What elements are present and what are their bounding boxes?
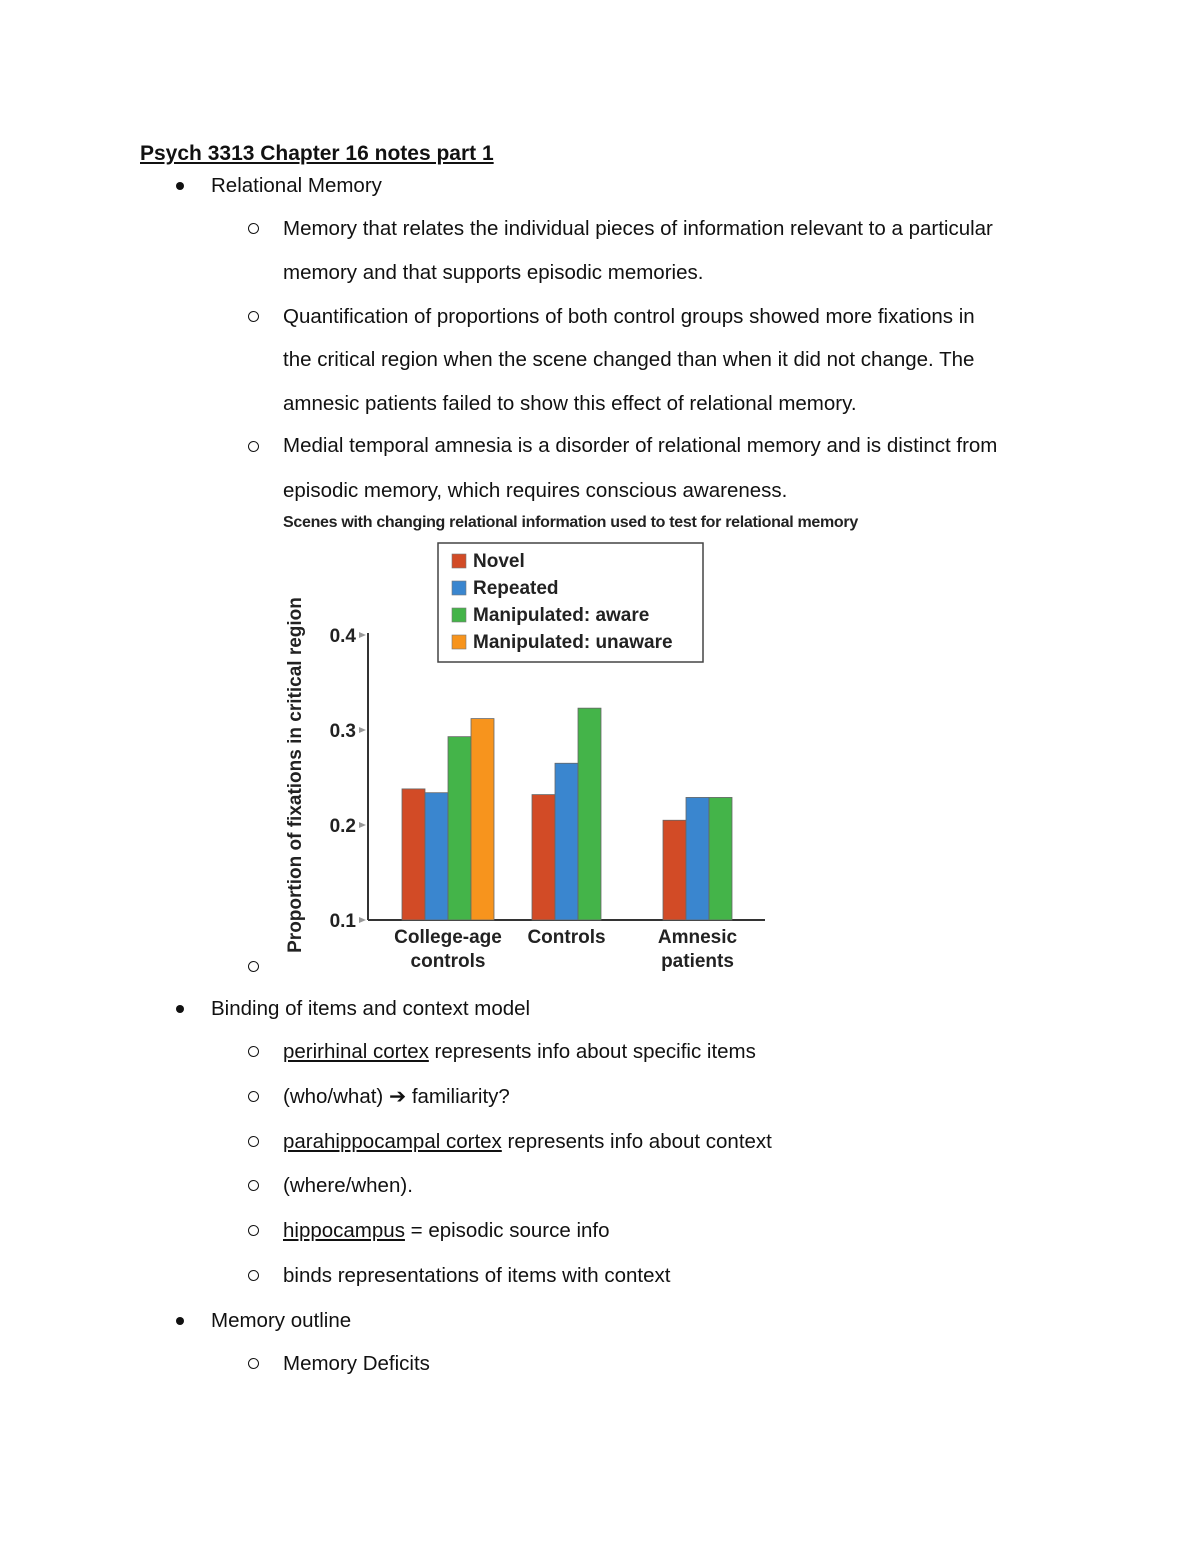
y-tick-mark bbox=[359, 917, 366, 923]
sub-bullet-icon bbox=[248, 1136, 259, 1147]
legend-label: Novel bbox=[473, 551, 525, 572]
bar-repeated bbox=[686, 797, 709, 920]
note-line: (who/what) ➔ familiarity? bbox=[283, 1085, 510, 1108]
note-text: represents info about context bbox=[501, 1130, 772, 1153]
y-tick-label: 0.1 bbox=[329, 911, 356, 932]
note-line bbox=[283, 1218, 610, 1244]
sub-bullet-icon bbox=[248, 1046, 259, 1057]
note-line: Quantification of proportions of both control groups showed more fixations in bbox=[283, 305, 975, 328]
y-tick-label: 0.2 bbox=[329, 816, 356, 837]
x-category-label: College-age bbox=[394, 927, 502, 948]
bar-novel bbox=[663, 820, 686, 920]
bar-manipulated-unaware bbox=[471, 719, 494, 920]
section-heading: Memory outline bbox=[211, 1309, 352, 1332]
y-tick-mark bbox=[359, 727, 366, 733]
note-line: Medial temporal amnesia is a disorder of relational memory and is distinct from bbox=[283, 434, 998, 457]
note-line: Memory that relates the individual pieces of information relevant to a particular bbox=[283, 217, 993, 240]
legend-label: Manipulated: unaware bbox=[473, 632, 673, 653]
y-tick-label: 0.4 bbox=[329, 626, 356, 647]
note-line: amnesic patients failed to show this effect of relational memory. bbox=[283, 392, 857, 415]
legend-swatch bbox=[452, 608, 466, 622]
bar-manipulated-aware bbox=[578, 708, 601, 920]
sub-bullet-icon bbox=[248, 1180, 259, 1191]
note-line: (where/when). bbox=[283, 1174, 413, 1197]
note-text: = episodic source info bbox=[404, 1219, 610, 1242]
bullet-icon bbox=[176, 1317, 184, 1325]
sub-bullet-icon bbox=[248, 441, 259, 452]
legend-label: Repeated bbox=[473, 578, 559, 599]
y-axis-label: Proportion of fixations in critical region bbox=[285, 597, 306, 953]
x-category-label: Amnesic bbox=[657, 927, 738, 948]
sub-bullet-icon bbox=[248, 223, 259, 234]
bar-manipulated-aware bbox=[709, 797, 732, 920]
key-term: perirhinal cortex bbox=[283, 1040, 429, 1063]
legend-label: Manipulated: aware bbox=[473, 605, 650, 626]
legend-swatch bbox=[452, 554, 466, 568]
sub-bullet-icon bbox=[248, 311, 259, 322]
note-line bbox=[283, 1129, 772, 1155]
note-line: the critical region when the scene changed than when it did not change. The bbox=[283, 348, 975, 371]
x-category-label: patients bbox=[661, 951, 734, 972]
note-line: memory and that supports episodic memories. bbox=[283, 261, 704, 284]
sub-bullet-icon bbox=[248, 1358, 259, 1369]
bar-chart bbox=[270, 535, 790, 980]
y-tick-mark bbox=[359, 822, 366, 828]
bullet-icon bbox=[176, 1005, 184, 1013]
bar-repeated bbox=[555, 763, 578, 920]
note-line bbox=[283, 1039, 756, 1065]
key-term: parahippocampal cortex bbox=[283, 1130, 502, 1153]
x-category-label: controls bbox=[410, 951, 486, 972]
bullet-icon bbox=[176, 182, 184, 190]
legend-swatch bbox=[452, 635, 466, 649]
note-text: represents info about specific items bbox=[428, 1040, 756, 1063]
bar-novel bbox=[402, 789, 425, 920]
section-heading: Binding of items and context model bbox=[211, 997, 531, 1020]
legend-swatch bbox=[452, 581, 466, 595]
note-line: episodic memory, which requires conscious awareness. bbox=[283, 479, 788, 502]
x-category-label: Controls bbox=[527, 927, 606, 948]
sub-bullet-icon bbox=[248, 1091, 259, 1102]
sub-bullet-icon bbox=[248, 1225, 259, 1236]
note-line: binds representations of items with context bbox=[283, 1264, 671, 1287]
document-title: Psych 3313 Chapter 16 notes part 1 bbox=[140, 142, 494, 165]
chart-caption: Scenes with changing relational information used to test for relational memory bbox=[283, 514, 858, 531]
sub-bullet-icon bbox=[248, 961, 259, 972]
key-term: hippocampus bbox=[283, 1219, 405, 1242]
bar-repeated bbox=[425, 793, 448, 920]
y-tick-mark bbox=[359, 632, 366, 638]
sub-bullet-icon bbox=[248, 1270, 259, 1281]
bar-manipulated-aware bbox=[448, 737, 471, 920]
section-heading: Relational Memory bbox=[211, 174, 382, 197]
note-line: Memory Deficits bbox=[283, 1352, 430, 1375]
bar-novel bbox=[532, 795, 555, 920]
y-tick-label: 0.3 bbox=[329, 721, 356, 742]
